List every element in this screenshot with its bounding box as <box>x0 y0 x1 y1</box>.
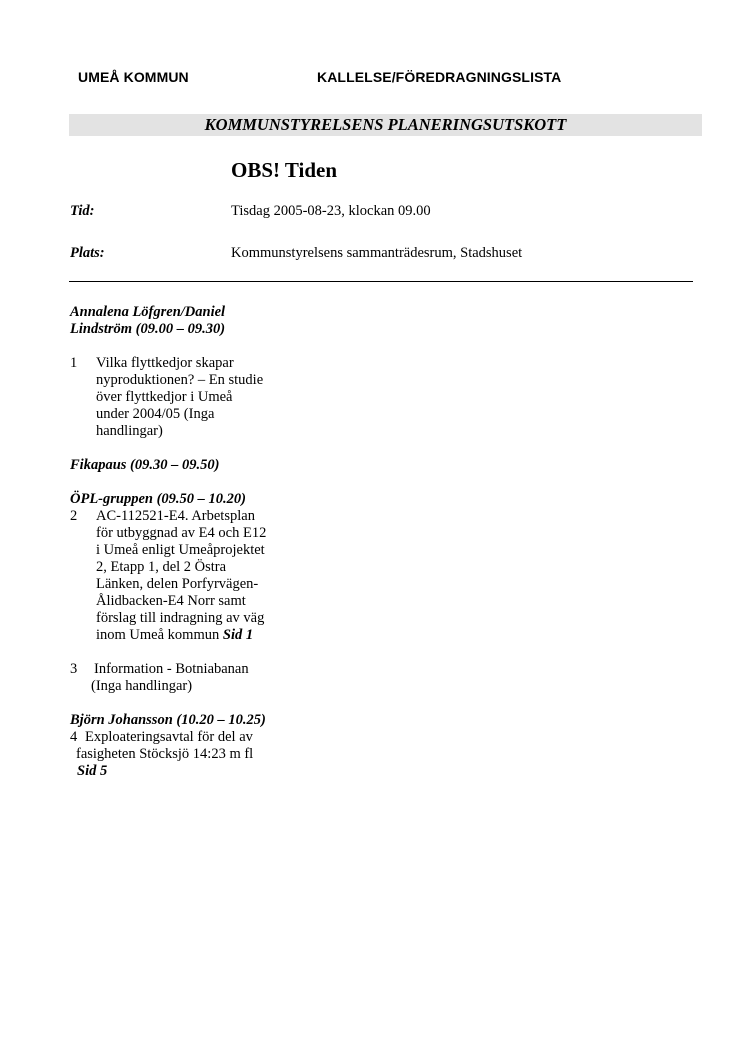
item-line: över flyttkedjor i Umeå <box>96 389 233 405</box>
item-line: AC-112521-E4. Arbetsplan <box>96 508 255 524</box>
item-number: 3 <box>70 661 78 677</box>
notice-heading: OBS! Tiden <box>231 158 338 182</box>
agenda-item-1 <box>70 355 320 440</box>
item-line: 2, Etapp 1, del 2 Östra <box>96 559 227 575</box>
item-line <box>96 627 320 644</box>
item-text <box>96 355 320 440</box>
committee-banner: KOMMUNSTYRELSENS PLANERINGSUTSKOTT <box>69 114 702 136</box>
item-line: nyproduktionen? – En studie <box>96 372 264 388</box>
item-line: under 2004/05 (Inga <box>96 406 215 422</box>
item-number: 2 <box>70 508 78 524</box>
agenda-item-2 <box>70 508 320 644</box>
item-line-text: inom Umeå kommun <box>96 627 223 643</box>
place-value: Kommunstyrelsens sammanträdesrum, Stadshuset <box>231 245 523 261</box>
section-line: Annalena Löfgren/Daniel <box>70 304 226 320</box>
item-line: Länken, delen Porfyrvägen- <box>96 576 259 592</box>
document-type: KALLELSE/FÖREDRAGNINGSLISTA <box>317 69 562 85</box>
agenda-list <box>70 304 320 780</box>
page-reference: Sid 5 <box>77 763 108 779</box>
item-line: Vilka flyttkedjor skapar <box>96 355 234 371</box>
time-value: Tisdag 2005-08-23, klockan 09.00 <box>231 203 431 219</box>
divider <box>69 281 693 282</box>
item-number: 1 <box>70 355 78 371</box>
section-heading-lofgren <box>70 304 320 338</box>
item-line: för utbyggnad av E4 och E12 <box>96 525 267 541</box>
item-line: Ålidbacken-E4 Norr samt <box>96 593 246 609</box>
org-name: UMEÅ KOMMUN <box>78 69 189 85</box>
item-line: fasigheten Stöcksjö 14:23 m fl <box>76 746 254 762</box>
place-label: Plats: <box>70 245 105 261</box>
time-label: Tid: <box>70 203 95 219</box>
item-text <box>96 508 320 644</box>
section-heading-johansson: Björn Johansson (10.20 – 10.25) <box>70 712 266 728</box>
agenda-item-4 <box>70 729 320 780</box>
section-heading-fikapaus: Fikapaus (09.30 – 09.50) <box>70 457 220 473</box>
item-line: Exploateringsavtal för del av <box>85 729 253 745</box>
item-text <box>76 729 320 780</box>
item-line: handlingar) <box>96 423 163 439</box>
page-reference: Sid 1 <box>222 627 254 643</box>
item-line: i Umeå enligt Umeåprojektet <box>96 542 265 558</box>
item-line: Information - Botniabanan <box>94 661 249 677</box>
item-text <box>91 661 320 695</box>
item-number: 4 <box>70 729 78 745</box>
section-heading-opl: ÖPL-gruppen (09.50 – 10.20) <box>70 491 247 507</box>
item-line: förslag till indragning av väg <box>96 610 265 626</box>
section-line: Lindström (09.00 – 09.30) <box>70 321 226 337</box>
agenda-item-3 <box>70 661 320 695</box>
item-line: (Inga handlingar) <box>91 678 193 694</box>
